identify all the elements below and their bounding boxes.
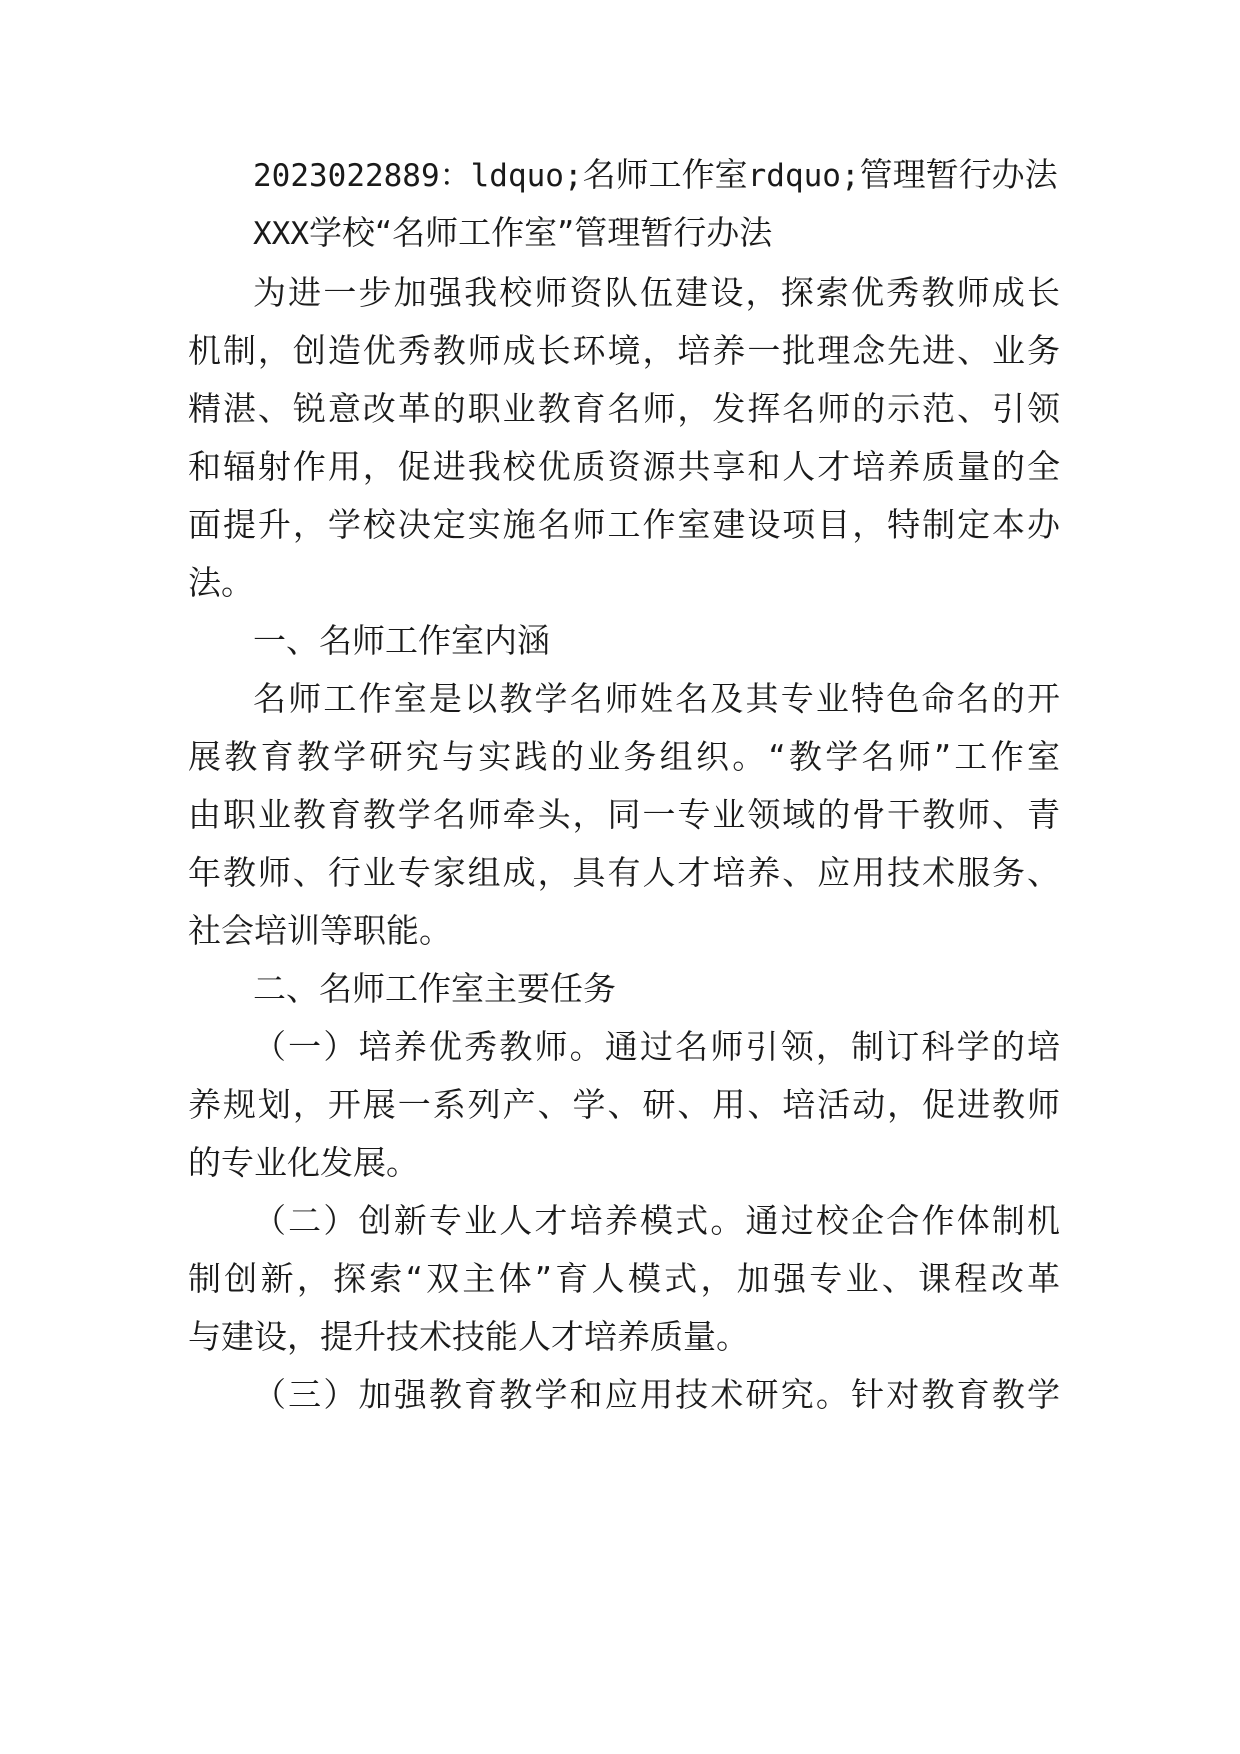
- paragraph-line: 年教师、行业专家组成，具有人才培养、应用技术服务、: [188, 853, 1060, 892]
- title-prefix: XXX: [253, 216, 309, 252]
- paragraph-line: 精湛、锐意改革的职业教育名师，发挥名师的示范、引领: [188, 389, 1060, 428]
- paragraph-line: 社会培训等职能。: [188, 911, 452, 950]
- paragraph-line: （三）加强教育教学和应用技术研究。针对教育教学: [253, 1375, 1060, 1414]
- paragraph-line: 与建设，提升技术技能人才培养质量。: [188, 1317, 749, 1356]
- paragraph-line: （二）创新专业人才培养模式。通过校企合作体制机: [253, 1201, 1060, 1240]
- header-rest: 管理暂行办法: [859, 155, 1058, 194]
- paragraph-line: 的专业化发展。: [188, 1143, 419, 1182]
- document-header-line: [253, 153, 1060, 197]
- open-quote-entity: ldquo;: [470, 158, 583, 194]
- title-text: 学校“名师工作室”管理暂行办法: [309, 213, 773, 252]
- paragraph-line: 和辐射作用，促进我校优质资源共享和人才培养质量的全: [188, 447, 1060, 486]
- paragraph-line: 养规划，开展一系列产、学、研、用、培活动，促进教师: [188, 1085, 1060, 1124]
- header-name: 名师工作室: [582, 155, 748, 194]
- document-code: 2023022889：: [253, 158, 471, 194]
- paragraph-line: 制创新，探索“双主体”育人模式，加强专业、课程改革: [188, 1259, 1060, 1298]
- paragraph-line: 法。: [188, 563, 254, 602]
- paragraph-line: 展教育教学研究与实践的业务组织。“教学名师”工作室: [188, 737, 1060, 776]
- paragraph-line: 由职业教育教学名师牵头，同一专业领域的骨干教师、青: [188, 795, 1060, 834]
- section-heading: 一、名师工作室内涵: [253, 621, 550, 660]
- paragraph-line: 名师工作室是以教学名师姓名及其专业特色命名的开: [253, 679, 1060, 718]
- paragraph-line: 机制，创造优秀教师成长环境，培养一批理念先进、业务: [188, 331, 1060, 370]
- section-heading: 二、名师工作室主要任务: [253, 969, 616, 1008]
- close-quote-entity: rdquo;: [747, 158, 860, 194]
- paragraph-line: （一）培养优秀教师。通过名师引领，制订科学的培: [253, 1027, 1060, 1066]
- paragraph-line: 面提升，学校决定实施名师工作室建设项目，特制定本办: [188, 505, 1060, 544]
- document-title: [253, 211, 1060, 255]
- paragraph-line: 为进一步加强我校师资队伍建设，探索优秀教师成长: [253, 273, 1060, 312]
